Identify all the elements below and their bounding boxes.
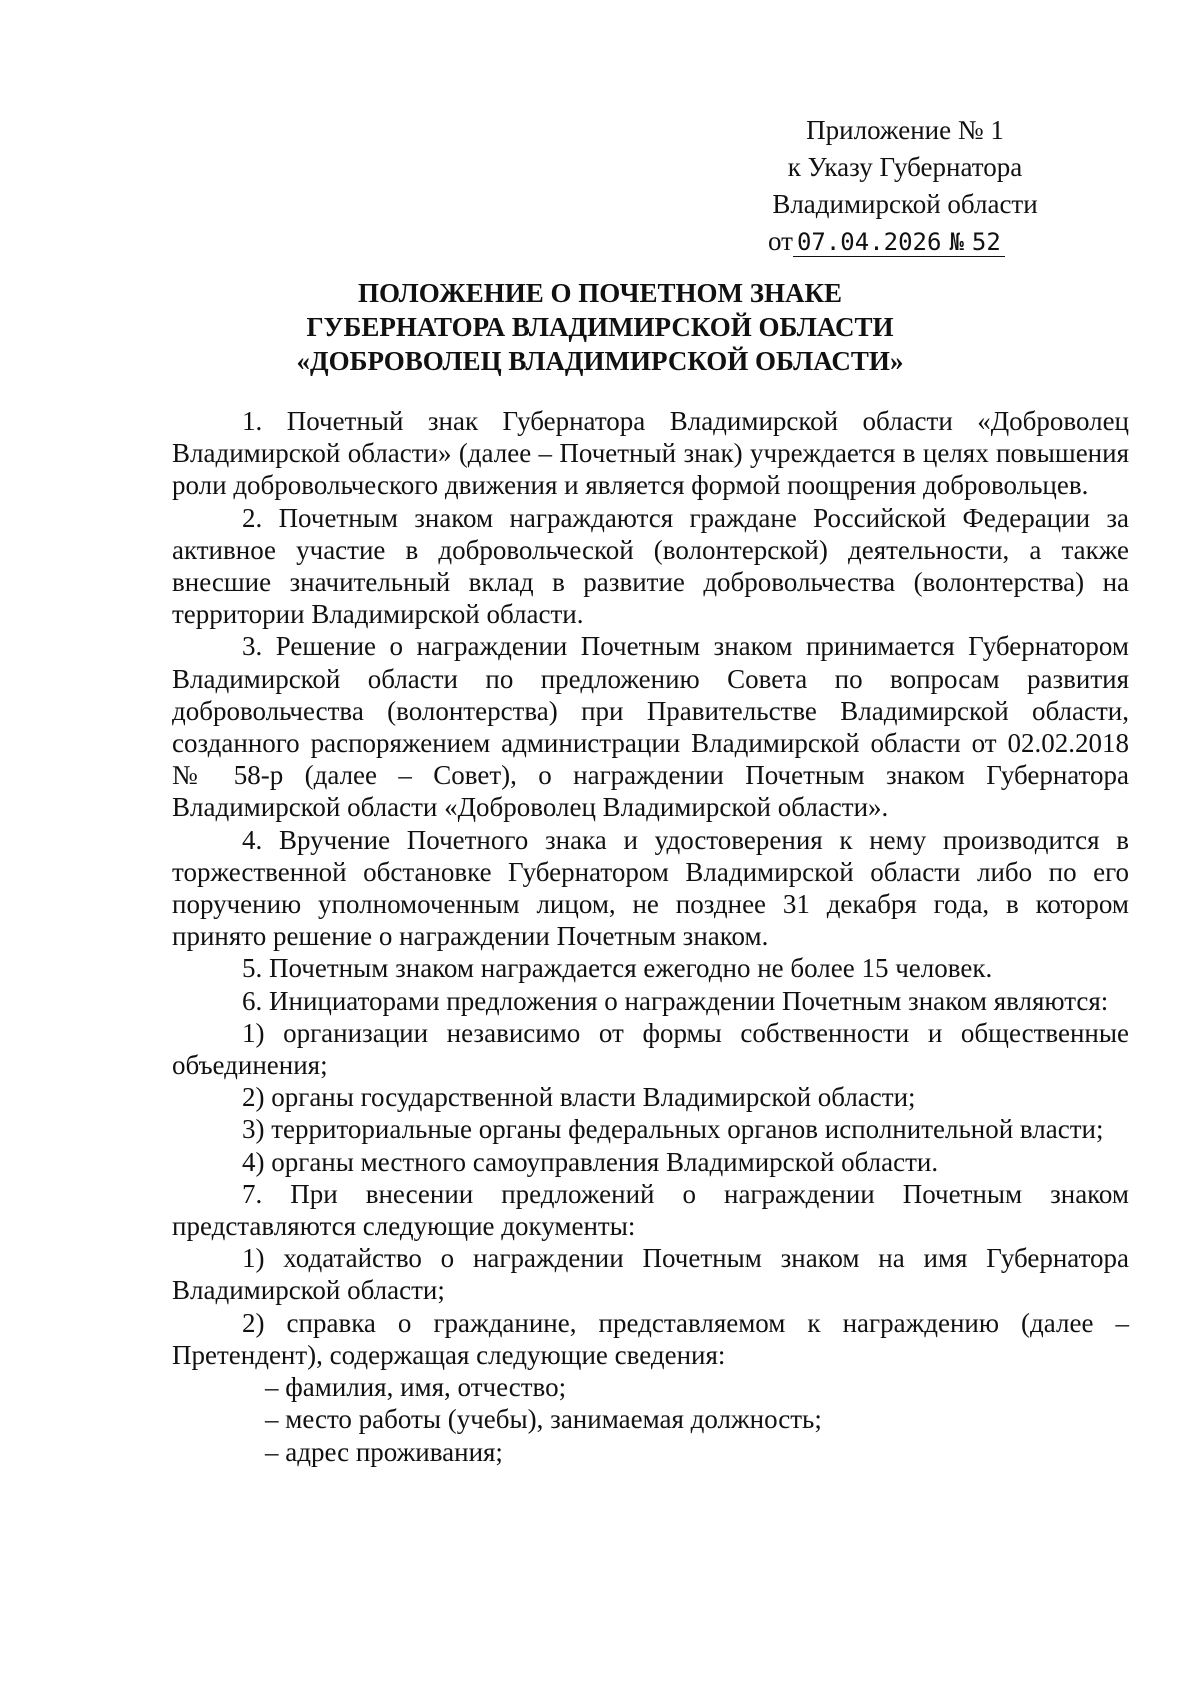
number-prefix: №: [945, 228, 967, 257]
title-line-1: ПОЛОЖЕНИЕ О ПОЧЕТНОМ ЗНАКЕ: [357, 278, 843, 308]
appendix-number: Приложение № 1: [806, 115, 1004, 145]
paragraph-2: 2. Почетным знаком награждаются граждане Российской Федерации за активное участие в добровольческой (волонтерской) деятельности, а также внесшие значительный вклад в развитие добровольчества (волонтерства) на территории Владимирской области.: [172, 502, 1129, 630]
appendix-date-line: [760, 223, 1050, 261]
paragraph-5: 5. Почетным знаком награждается ежегодно не более 15 человек.: [242, 953, 993, 984]
appendix-decree-ref: к Указу Губернатора: [787, 152, 1023, 182]
dash-item-workplace: – место работы (учебы), занимаемая должность;: [265, 1404, 822, 1435]
paragraph-4: 4. Вручение Почетного знака и удостоверения к нему производится в торжественной обстановке Губернатором Владимирской области либо по его поручению уполномоченным лицом, не позднее 31 декабря года, в котором принято решение о награждении Почетным знаком.: [172, 824, 1129, 952]
list-item-6-3: 3) территориальные органы федеральных органов исполнительной власти;: [242, 1114, 1104, 1145]
date-prefix: от: [768, 226, 793, 256]
appendix-region: Владимирской области: [772, 189, 1038, 219]
title-line-3: «ДОБРОВОЛЕЦ ВЛАДИМИРСКОЙ ОБЛАСТИ»: [296, 346, 904, 376]
paragraph-3: 3. Решение о награждении Почетным знаком принимается Губернатором Владимирской области по предложению Совета по вопросам развития добровольчества (волонтерства) при Правительстве Владимирской области, созданного распоряжением администрации Владимирской области от 02.02.2018 № 58-р (далее – Совет), о награждении Почетным знаком Губернатора Владимирской области «Доброволец Владимирской области».: [172, 631, 1129, 823]
dash-item-name: – фамилия, имя, отчество;: [265, 1372, 567, 1403]
decree-date: 07.04.2026: [793, 228, 946, 257]
appendix-header: [760, 112, 1050, 261]
dash-item-address: – адрес проживания;: [265, 1436, 503, 1467]
list-item-6-1: 1) организации независимо от формы собственности и общественные объединения;: [172, 1017, 1129, 1081]
title-line-2: ГУБЕРНАТОРА ВЛАДИМИРСКОЙ ОБЛАСТИ: [306, 312, 894, 342]
paragraph-6: 6. Инициаторами предложения о награждении Почетным знаком являются:: [242, 985, 1109, 1016]
list-item-7-2: 2) справка о гражданине, представляемом к награждению (далее – Претендент), содержащая следующие сведения:: [172, 1307, 1129, 1370]
list-item-6-4: 4) органы местного самоуправления Владимирской области.: [242, 1146, 939, 1177]
decree-number: 52: [968, 228, 1005, 257]
list-item-7-1: 1) ходатайство о награждении Почетным знаком на имя Губернатора Владимирской области;: [172, 1243, 1129, 1306]
list-item-6-2: 2) органы государственной власти Владимирской области;: [242, 1082, 916, 1113]
paragraph-1: 1. Почетный знак Губернатора Владимирской области «Доброволец Владимирской области» (далее – Почетный знак) учреждается в целях повышения роли добровольческого движения и является формой поощрения добровольцев.: [172, 406, 1129, 501]
paragraph-7: 7. При внесении предложений о награждении Почетным знаком представляются следующие документы:: [172, 1178, 1129, 1242]
document-title: [150, 276, 1050, 378]
document-body: [172, 405, 1129, 1468]
